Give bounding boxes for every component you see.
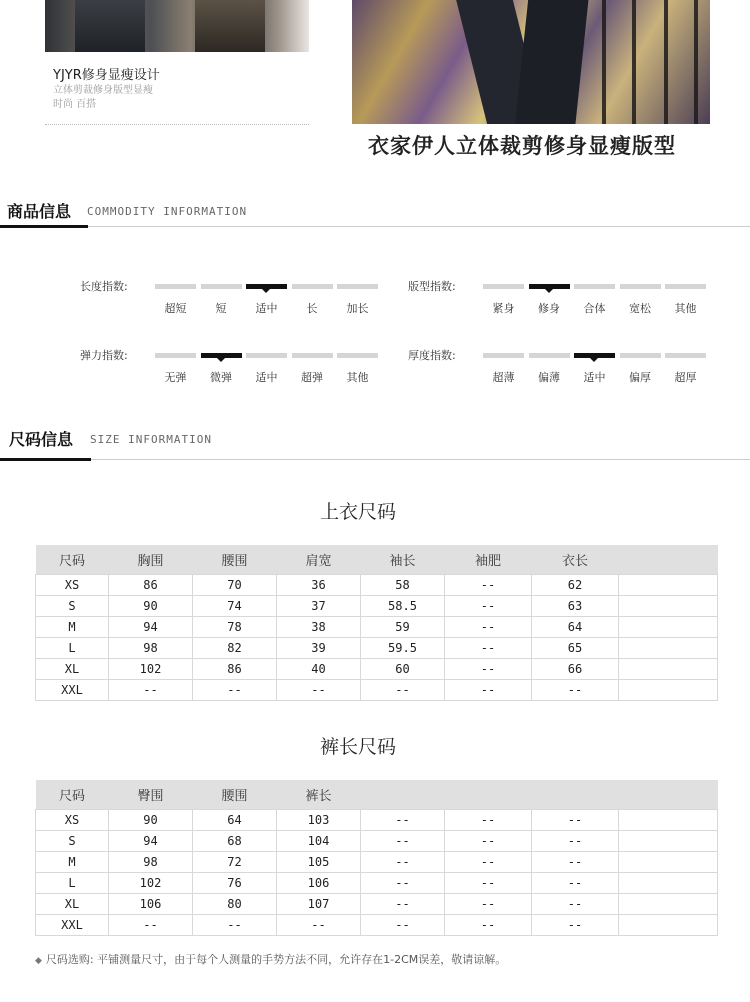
table-cell: 58 <box>361 574 445 595</box>
table-cell: 65 <box>532 637 619 658</box>
index-segment <box>620 353 661 358</box>
column-header: 腰围 <box>193 545 277 574</box>
section-underline <box>0 458 91 461</box>
brand-subtitle <box>53 84 153 112</box>
table-cell: -- <box>361 679 445 700</box>
index-option: 超厚 <box>674 371 697 384</box>
table-cell-filler <box>619 914 718 935</box>
index-option: 紧身 <box>492 302 515 315</box>
index-segment-selected <box>201 353 242 358</box>
brand-subtitle-line: 时尚 百搭 <box>53 99 97 110</box>
table-row <box>36 574 718 595</box>
column-header <box>532 780 619 809</box>
table-cell: -- <box>361 851 445 872</box>
table-row <box>36 809 718 830</box>
table-cell: 86 <box>193 658 277 679</box>
index-option: 偏厚 <box>629 371 651 384</box>
table-cell-filler <box>619 574 718 595</box>
table-cell: M <box>36 616 109 637</box>
table-cell: -- <box>445 809 532 830</box>
index-segment <box>155 284 196 289</box>
table-cell: 90 <box>109 595 193 616</box>
table-cell: -- <box>532 830 619 851</box>
index-segment-selected <box>246 284 287 289</box>
section-underline <box>0 225 88 228</box>
index-segment <box>246 353 287 358</box>
index-option: 超短 <box>164 302 187 315</box>
table-cell: 94 <box>109 616 193 637</box>
table-cell: -- <box>109 914 193 935</box>
index-option: 其他 <box>346 371 369 384</box>
dotted-divider <box>45 124 309 125</box>
coat-shape <box>195 0 265 52</box>
table-row <box>36 595 718 616</box>
table-cell: -- <box>532 679 619 700</box>
table-cell: XS <box>36 574 109 595</box>
index-segment <box>337 284 378 289</box>
table-row <box>36 658 718 679</box>
table-cell: -- <box>532 872 619 893</box>
column-header: 裤长 <box>277 780 361 809</box>
column-header: 臀围 <box>109 780 193 809</box>
table-cell-filler <box>619 872 718 893</box>
size-title-en: SIZE INFORMATION <box>90 433 212 446</box>
table-cell: 64 <box>532 616 619 637</box>
column-header: 腰围 <box>193 780 277 809</box>
table-cell-filler <box>619 679 718 700</box>
index-segment <box>665 284 706 289</box>
size-note-text: 尺码选购: 平铺测量尺寸，由于每个人测量的手势方法不同，允许存在1-2CM误差，敬请谅解。 <box>45 953 507 966</box>
column-header: 尺码 <box>36 545 109 574</box>
table-cell: 59 <box>361 616 445 637</box>
table-cell: L <box>36 637 109 658</box>
table-cell: 107 <box>277 893 361 914</box>
index-segment <box>574 284 615 289</box>
table-cell: 74 <box>193 595 277 616</box>
index-segment <box>483 353 524 358</box>
index-segment <box>292 284 333 289</box>
size-section-header <box>0 427 750 451</box>
table-cell: -- <box>445 830 532 851</box>
table-cell-filler <box>619 595 718 616</box>
column-header <box>445 780 532 809</box>
pants-size-table <box>35 780 718 936</box>
table-cell: L <box>36 872 109 893</box>
table-cell: XL <box>36 658 109 679</box>
table-cell: 63 <box>532 595 619 616</box>
commodity-title-en: COMMODITY INFORMATION <box>87 205 248 218</box>
table-row <box>36 893 718 914</box>
rail-shape <box>632 0 636 124</box>
table-cell: -- <box>361 914 445 935</box>
commodity-title-cn: 商品信息 <box>7 202 72 221</box>
index-option: 修身 <box>538 302 560 315</box>
table-cell-filler <box>619 809 718 830</box>
table-cell-filler <box>619 637 718 658</box>
table-cell: 39 <box>277 637 361 658</box>
table-cell: XL <box>36 893 109 914</box>
index-option: 适中 <box>583 371 606 384</box>
index-option: 偏薄 <box>538 371 560 384</box>
table-cell-filler <box>619 658 718 679</box>
table-cell: -- <box>445 914 532 935</box>
table-cell: 82 <box>193 637 277 658</box>
table-cell: 86 <box>109 574 193 595</box>
table-cell: 68 <box>193 830 277 851</box>
rail-shape <box>694 0 698 124</box>
table-cell: -- <box>445 637 532 658</box>
index-label: 弹力指数: <box>80 349 128 362</box>
column-header-filler <box>619 545 718 574</box>
diamond-bullet-icon: ◆ <box>35 956 42 966</box>
rail-shape <box>664 0 668 124</box>
table-cell: 64 <box>193 809 277 830</box>
top-size-table-title: 上衣尺码 <box>319 501 396 523</box>
commodity-section-header <box>0 199 750 223</box>
index-option: 微弹 <box>210 371 232 384</box>
table-cell: -- <box>445 893 532 914</box>
index-segment <box>483 284 524 289</box>
section-divider <box>0 459 750 460</box>
table-row <box>36 616 718 637</box>
table-cell: 59.5 <box>361 637 445 658</box>
table-cell: -- <box>445 574 532 595</box>
index-segment <box>529 353 570 358</box>
table-cell: 104 <box>277 830 361 851</box>
table-cell: 80 <box>193 893 277 914</box>
index-option: 短 <box>215 302 227 315</box>
table-cell: 60 <box>361 658 445 679</box>
table-cell: -- <box>445 595 532 616</box>
table-cell: 102 <box>109 658 193 679</box>
table-cell-filler <box>619 616 718 637</box>
table-cell: -- <box>445 872 532 893</box>
table-cell: 106 <box>109 893 193 914</box>
table-cell: 94 <box>109 830 193 851</box>
index-segment <box>292 353 333 358</box>
table-cell: -- <box>109 679 193 700</box>
table-cell: -- <box>361 872 445 893</box>
table-cell: -- <box>532 914 619 935</box>
leg-shape <box>515 0 589 124</box>
table-cell: 58.5 <box>361 595 445 616</box>
column-header-filler <box>619 780 718 809</box>
table-cell: -- <box>361 893 445 914</box>
index-option: 其他 <box>674 302 697 315</box>
table-cell: 36 <box>277 574 361 595</box>
index-segment <box>620 284 661 289</box>
pants-size-table-title: 裤长尺码 <box>319 736 396 758</box>
table-cell: 38 <box>277 616 361 637</box>
table-cell: 76 <box>193 872 277 893</box>
table-cell: -- <box>445 658 532 679</box>
index-option: 超弹 <box>301 371 323 384</box>
column-header: 尺码 <box>36 780 109 809</box>
index-segment <box>155 353 196 358</box>
index-option: 适中 <box>255 302 278 315</box>
table-cell: 102 <box>109 872 193 893</box>
table-cell: -- <box>277 914 361 935</box>
column-header: 肩宽 <box>277 545 361 574</box>
table-cell: -- <box>193 679 277 700</box>
table-cell: -- <box>193 914 277 935</box>
size-title-cn: 尺码信息 <box>9 430 74 449</box>
index-option: 长 <box>306 302 318 315</box>
index-option: 合体 <box>583 302 606 315</box>
table-cell: S <box>36 830 109 851</box>
size-note <box>35 951 506 967</box>
table-cell: 72 <box>193 851 277 872</box>
brand-subtitle-line: 立体剪裁修身版型显瘦 <box>53 85 153 96</box>
column-header: 袖肥 <box>445 545 532 574</box>
section-divider <box>0 226 750 227</box>
table-row <box>36 851 718 872</box>
index-option: 宽松 <box>629 302 651 315</box>
rail-shape <box>602 0 606 124</box>
table-cell: S <box>36 595 109 616</box>
index-segment <box>337 353 378 358</box>
index-label: 长度指数: <box>80 280 128 293</box>
column-header: 胸围 <box>109 545 193 574</box>
table-cell: XXL <box>36 914 109 935</box>
table-cell: 98 <box>109 637 193 658</box>
table-cell: 40 <box>277 658 361 679</box>
coat-shape <box>75 0 145 52</box>
table-cell-filler <box>619 893 718 914</box>
table-cell: -- <box>445 616 532 637</box>
table-cell: -- <box>445 851 532 872</box>
table-cell: 37 <box>277 595 361 616</box>
column-header <box>361 780 445 809</box>
table-cell: 66 <box>532 658 619 679</box>
index-label: 厚度指数: <box>408 349 456 362</box>
table-cell: XS <box>36 809 109 830</box>
table-row <box>36 679 718 700</box>
table-cell: -- <box>445 679 532 700</box>
photo-caption: 衣家伊人立体裁剪修身显瘦版型 <box>368 134 676 158</box>
brand-title: YJYR修身显瘦设计 <box>53 68 160 83</box>
column-header: 袖长 <box>361 545 445 574</box>
table-cell-filler <box>619 851 718 872</box>
table-cell: -- <box>361 830 445 851</box>
table-cell: 105 <box>277 851 361 872</box>
table-cell: M <box>36 851 109 872</box>
top-size-table <box>35 545 718 701</box>
table-cell: -- <box>532 893 619 914</box>
index-option: 加长 <box>346 302 369 315</box>
table-cell: 90 <box>109 809 193 830</box>
index-segment-selected <box>529 284 570 289</box>
index-segment-selected <box>574 353 615 358</box>
index-option: 适中 <box>255 371 278 384</box>
column-header: 衣长 <box>532 545 619 574</box>
index-segment <box>201 284 242 289</box>
table-row <box>36 914 718 935</box>
table-cell: -- <box>361 809 445 830</box>
table-cell: 103 <box>277 809 361 830</box>
table-cell: 62 <box>532 574 619 595</box>
table-cell-filler <box>619 830 718 851</box>
table-row <box>36 637 718 658</box>
table-row <box>36 872 718 893</box>
index-option: 无弹 <box>164 371 187 384</box>
index-label: 版型指数: <box>408 280 456 293</box>
table-cell: 70 <box>193 574 277 595</box>
table-row <box>36 830 718 851</box>
product-photo-right <box>352 0 710 124</box>
table-header-row <box>36 545 718 574</box>
table-cell: -- <box>532 851 619 872</box>
table-cell: 106 <box>277 872 361 893</box>
table-cell: 78 <box>193 616 277 637</box>
table-cell: -- <box>532 809 619 830</box>
table-cell: 98 <box>109 851 193 872</box>
product-photo-left <box>45 0 309 52</box>
table-cell: XXL <box>36 679 109 700</box>
index-segment <box>665 353 706 358</box>
index-option: 超薄 <box>492 371 515 384</box>
table-cell: -- <box>277 679 361 700</box>
table-header-row <box>36 780 718 809</box>
